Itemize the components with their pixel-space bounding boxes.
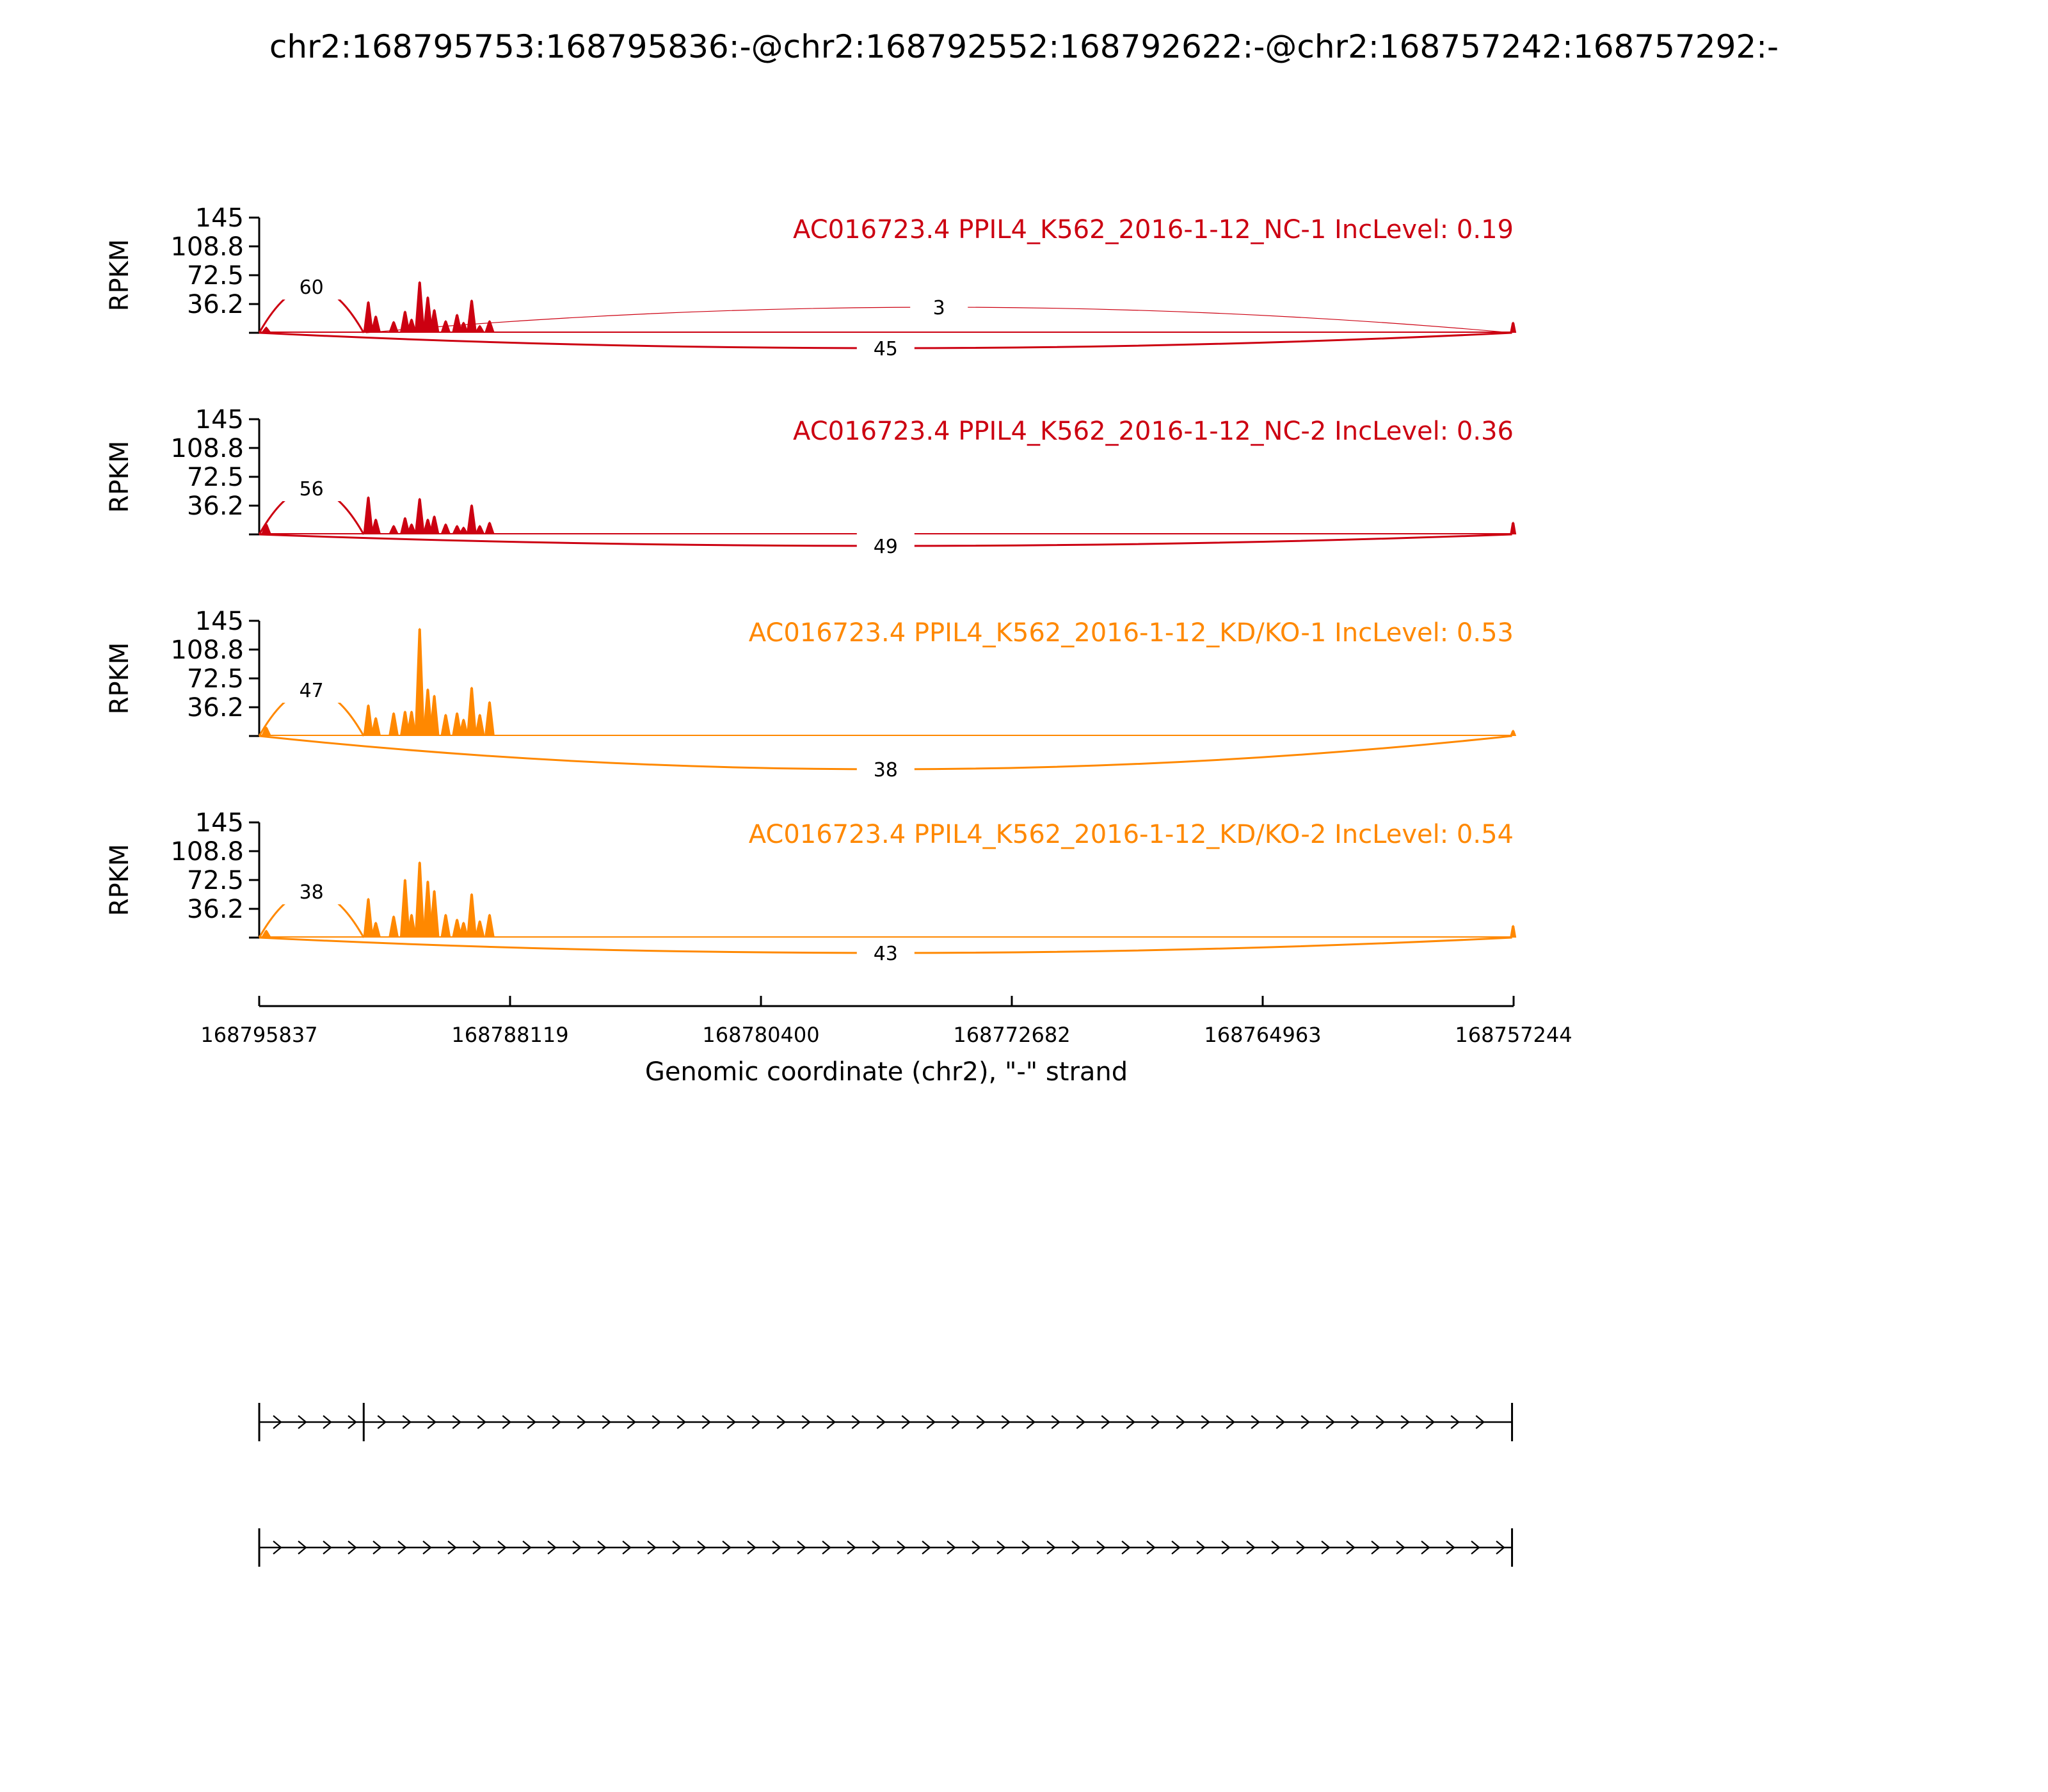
track-label: AC016723.4 PPIL4_K562_2016-1-12_NC-1 IncLevel: 0.19	[793, 215, 1514, 244]
coverage-peak	[1510, 730, 1516, 736]
coverage-peak	[415, 498, 425, 534]
junction-count-label: 49	[873, 536, 898, 558]
y-axis-label: RPKM	[105, 440, 134, 513]
coverage-peak	[388, 712, 399, 736]
y-tick-label: 108.8	[170, 836, 244, 867]
x-axis	[200, 996, 1572, 1087]
junction-count-label: 43	[873, 943, 898, 965]
sashimi-tracks	[105, 204, 1516, 966]
plot-title: chr2:168795753:168795836:-@chr2:168792552:168792622:-@chr2:168757242:168757292:-	[269, 28, 1779, 65]
sashimi-track	[105, 808, 1516, 966]
coverage-peak	[467, 300, 477, 333]
x-tick-label: 168757244	[1455, 1023, 1572, 1047]
track-label: AC016723.4 PPIL4_K562_2016-1-12_KD/KO-1 IncLevel: 0.53	[748, 618, 1514, 648]
coverage-peak	[415, 628, 425, 736]
coverage-peak	[475, 920, 485, 938]
coverage-peak	[475, 714, 485, 736]
x-tick-label: 168788119	[451, 1023, 569, 1047]
y-tick-label: 36.2	[186, 290, 244, 320]
y-tick-label: 72.5	[186, 463, 244, 492]
y-tick-label: 72.5	[186, 664, 244, 694]
junction-count-label: 38	[299, 881, 324, 904]
y-tick-label: 145	[195, 808, 244, 838]
coverage-peak	[484, 320, 495, 333]
coverage-peak	[1510, 925, 1516, 938]
coverage-peak	[467, 687, 477, 736]
coverage-peak	[363, 496, 373, 534]
x-tick-label: 168764963	[1204, 1023, 1322, 1047]
coverage-peak	[363, 898, 373, 938]
coverage-peak	[484, 914, 495, 938]
y-tick-label: 108.8	[170, 232, 244, 262]
sashimi-track	[105, 204, 1516, 361]
coverage-peak	[388, 525, 399, 534]
track-label: AC016723.4 PPIL4_K562_2016-1-12_NC-2 IncLevel: 0.36	[793, 417, 1514, 446]
x-tick-label: 168772682	[953, 1023, 1071, 1047]
y-axis-label: RPKM	[105, 642, 134, 715]
y-tick-label: 72.5	[186, 866, 244, 895]
y-tick-label: 145	[195, 405, 244, 435]
coverage-peak	[440, 524, 451, 534]
y-tick-label: 72.5	[186, 261, 244, 291]
coverage-peak	[415, 281, 425, 333]
sashimi-track	[105, 405, 1516, 559]
sashimi-track	[105, 607, 1516, 782]
junction-count-label: 60	[299, 276, 324, 299]
coverage-peak	[467, 504, 477, 534]
coverage-peak	[1510, 322, 1516, 333]
coverage-peak	[484, 701, 495, 736]
coverage-peak	[484, 522, 495, 534]
junction-count-label: 45	[873, 338, 898, 360]
junction-count-label: 47	[299, 680, 324, 702]
coverage-peak	[429, 515, 440, 534]
y-tick-label: 108.8	[170, 635, 244, 665]
coverage-peak	[388, 915, 399, 938]
x-tick-label: 168780400	[702, 1023, 820, 1047]
coverage-peak	[1510, 522, 1516, 534]
junction-count-label: 56	[299, 478, 324, 500]
y-axis-label: RPKM	[105, 844, 134, 916]
junction-count-label: 3	[932, 297, 945, 319]
coverage-peak	[475, 525, 485, 534]
y-tick-label: 36.2	[186, 895, 244, 925]
isoform-track	[259, 1403, 1512, 1441]
junction-count-label: 38	[873, 759, 898, 781]
y-tick-label: 145	[195, 607, 244, 636]
x-axis-label: Genomic coordinate (chr2), "-" strand	[644, 1057, 1128, 1087]
y-tick-label: 145	[195, 204, 244, 233]
y-tick-label: 36.2	[186, 492, 244, 522]
coverage-peak	[415, 861, 425, 938]
track-label: AC016723.4 PPIL4_K562_2016-1-12_KD/KO-2 IncLevel: 0.54	[748, 820, 1514, 849]
x-tick-label: 168795837	[200, 1023, 318, 1047]
isoform-structures	[259, 1403, 1512, 1567]
coverage-peak	[440, 714, 451, 736]
y-tick-label: 108.8	[170, 433, 244, 463]
coverage-peak	[440, 914, 451, 938]
isoform-track	[259, 1528, 1512, 1567]
y-tick-label: 36.2	[186, 693, 244, 723]
y-axis-label: RPKM	[105, 239, 134, 312]
coverage-peak	[467, 893, 477, 938]
